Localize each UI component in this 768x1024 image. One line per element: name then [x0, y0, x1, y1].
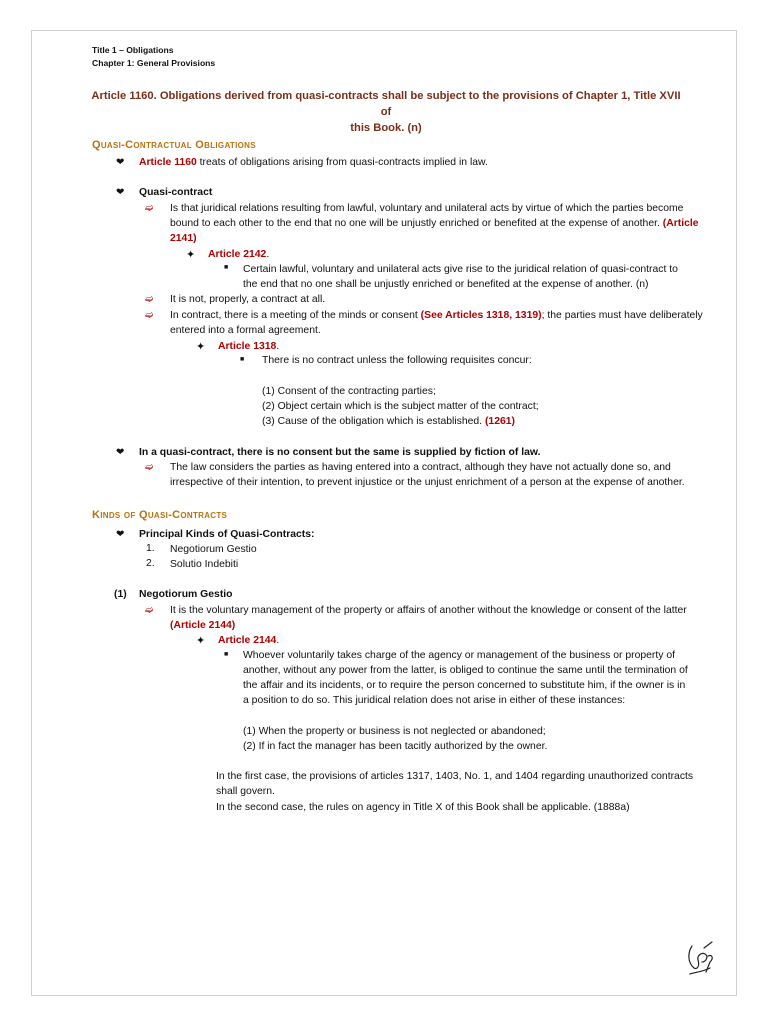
- art-2142-label: Article 2142: [208, 249, 267, 260]
- ref-article-1160: Article 1160: [139, 157, 197, 168]
- ref-article-2141: (Article: [662, 218, 699, 229]
- curl-bullet-icon: ➫: [145, 462, 154, 473]
- ref-article-2141-cont: 2141): [170, 233, 197, 244]
- meeting-minds-line1: [170, 309, 703, 323]
- square-bullet-icon: ■: [224, 264, 229, 271]
- not-contract-text: It is not, properly, a contract at all.: [170, 294, 326, 305]
- ng-definition-line1: It is the voluntary management of the property or affairs of another without the knowledge or consent of the latter: [170, 605, 687, 616]
- heart-bullet-icon: ❤: [116, 157, 125, 168]
- four-point-star-icon: ✦: [196, 341, 206, 353]
- article-title-line1: Article 1160. Obligations derived from quasi-contracts shall be subject to the provisions of Chapter 1, Title XVII of: [91, 90, 681, 118]
- art1318-intro: There is no contract unless the following requisites concur:: [262, 355, 532, 366]
- quasi-consent-label: In a quasi-contract, there is no consent but the same is supplied by fiction of law.: [139, 447, 541, 458]
- bullet-quasi-contract-label: Quasi-contract: [139, 187, 213, 198]
- kind-number-2: 2.: [146, 558, 155, 569]
- article-title: [86, 88, 686, 136]
- requisite-3-text: (3) Cause of the obligation which is established.: [262, 416, 485, 427]
- article-title-line2: this Book. (n): [350, 122, 422, 134]
- four-point-star-icon: ✦: [196, 635, 206, 647]
- art2144-line1: Whoever voluntarily takes charge of the agency or management of the business or property of: [243, 650, 676, 661]
- ref-article-2144: (Article 2144): [170, 620, 236, 631]
- meeting-text-cont: ; the parties must have deliberately: [541, 310, 703, 321]
- art2144-line2: another, without any power from the latter, is obliged to continue the same until the termination of: [243, 665, 688, 676]
- definition-line1: Is that juridical relations resulting from lawful, voluntary and unilateral acts by virtue of which the parties become: [170, 203, 684, 214]
- requisite-2: (2) Object certain which is the subject matter of the contract;: [262, 401, 539, 412]
- art2142-line2: the end that no one shall be unjustly enriched or benefited at the expense of another. (n): [243, 279, 649, 290]
- subsection-negotiorum: Negotiorum Gestio: [139, 589, 233, 600]
- heart-bullet-icon: ❤: [116, 187, 125, 198]
- ref-article-2142: Article 2142.: [208, 249, 270, 260]
- section-heading-kinds: Kinds of Quasi-Contracts: [92, 509, 228, 521]
- square-bullet-icon: ■: [240, 356, 245, 363]
- requisite-1: (1) Consent of the contracting parties;: [262, 386, 436, 397]
- curl-bullet-icon: ➫: [145, 605, 154, 616]
- instance-1: (1) When the property or business is not neglected or abandoned;: [243, 726, 546, 737]
- ref-article-1318: Article 1318.: [218, 341, 280, 352]
- art-1318-label: Article 1318: [218, 341, 277, 352]
- fiction-line2: irrespective of their intention, to prevent injustice or the unjust enrichment of a person at the expense of another.: [170, 477, 685, 488]
- art-2144-label: Article 2144: [218, 635, 277, 646]
- curl-bullet-icon: ➫: [145, 310, 154, 321]
- art2144-line3: the affair and its incidents, or to require the person concerned to substitute him, if the owner is in: [243, 680, 686, 691]
- doc-header-title: Title 1 – Obligations: [92, 45, 174, 55]
- art-2144-heading: Article 2144.: [218, 635, 280, 646]
- second-case-text: In the second case, the rules on agency in Title X of this Book shall be applicable. (1888a): [216, 802, 630, 813]
- square-bullet-icon: ■: [224, 651, 229, 658]
- curl-bullet-icon: ➫: [145, 294, 154, 305]
- heart-bullet-icon: ❤: [116, 529, 125, 540]
- fiction-line1: The law considers the parties as having entered into a contract, although they have not actually done so, and: [170, 462, 671, 473]
- doc-header-chapter: Chapter 1: General Provisions: [92, 58, 216, 68]
- curl-bullet-icon: ➫: [145, 203, 154, 214]
- first-case-line2: shall govern.: [216, 786, 275, 797]
- four-point-star-icon: ✦: [186, 249, 196, 261]
- heart-bullet-icon: ❤: [116, 447, 125, 458]
- definition-text: bound to each other to the end that no one will be unjustly enriched or benefited at the expense of another.: [170, 218, 663, 229]
- meeting-text: In contract, there is a meeting of the minds or consent: [170, 310, 421, 321]
- kind-item-1: Negotiorum Gestio: [170, 544, 257, 555]
- meeting-minds-line2: entered into a formal agreement.: [170, 325, 321, 336]
- principal-kinds-label: Principal Kinds of Quasi-Contracts:: [139, 529, 315, 540]
- subsection-number: (1): [114, 589, 127, 600]
- art2142-line1: Certain lawful, voluntary and unilateral acts give rise to the juridical relation of quasi-contract to: [243, 264, 678, 275]
- art2144-line4: a position to do so. This juridical relation does not arise in either of these instances:: [243, 695, 626, 706]
- section-heading-quasi-contractual: Quasi-Contractual Obligations: [92, 139, 256, 151]
- kind-item-2: Solutio Indebiti: [170, 559, 239, 570]
- instance-2: (2) If in fact the manager has been tacitly authorized by the owner.: [243, 741, 548, 752]
- requisite-3: [262, 415, 515, 429]
- bullet-article-1160: [139, 156, 488, 170]
- bullet-text: treats of obligations arising from quasi-contracts implied in law.: [196, 157, 488, 168]
- definition-line2: [170, 217, 699, 231]
- kind-number-1: 1.: [146, 543, 155, 554]
- signature-mark-icon: [682, 938, 722, 978]
- ref-1261: (1261): [484, 416, 515, 427]
- ref-articles-1318-1319: (See Articles 1318, 1319): [420, 310, 542, 321]
- first-case-line1: In the first case, the provisions of articles 1317, 1403, No. 1, and 1404 regarding unauthorized contracts: [216, 771, 694, 782]
